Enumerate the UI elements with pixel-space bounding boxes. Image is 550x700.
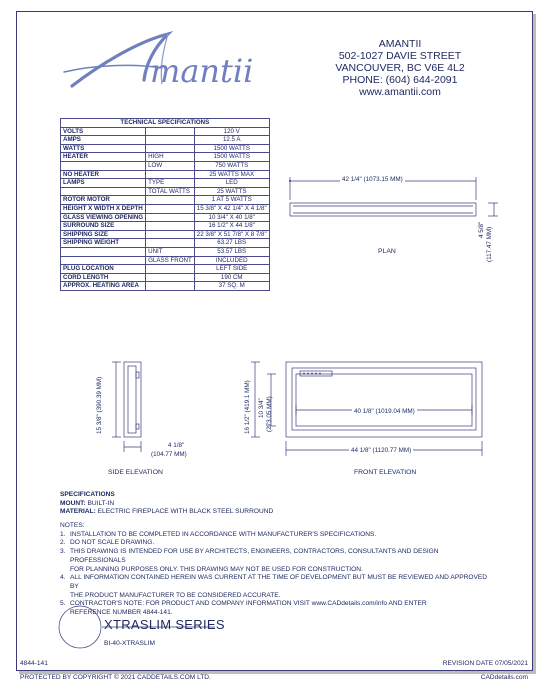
spec-value: 53.57 LBS	[194, 247, 269, 256]
spec-label: GLASS VIEWING OPENING	[61, 213, 146, 222]
revision-date: REVISION DATE 07/05/2021	[442, 660, 528, 667]
note-item	[60, 548, 490, 565]
spec-value: 15 3/8" X 42 1/4" X 4 1/8"	[194, 204, 269, 213]
front-elevation-caption: FRONT ELEVATION	[354, 469, 417, 476]
material-label: MATERIAL:	[60, 508, 96, 516]
note-item	[60, 592, 490, 601]
spec-sublabel: UNIT	[146, 247, 195, 256]
note-item	[60, 600, 490, 609]
copyright-notice: PROTECTED BY COPYRIGHT © 2021 CADDETAILS.COM LTD.	[20, 674, 211, 681]
spec-value: 16 1/2" X 44 1/8"	[194, 222, 269, 231]
spec-value: 120 V	[194, 127, 269, 136]
note-number	[60, 609, 70, 618]
caddetails-link[interactable]: CADdetails.com	[480, 674, 528, 681]
spec-value: 1 AT 5 WATTS	[194, 196, 269, 205]
logo-text: mantii	[150, 52, 254, 90]
spec-label: HEIGHT X WIDTH X DEPTH	[61, 204, 146, 213]
note-item	[60, 574, 490, 591]
note-number	[60, 592, 70, 601]
note-number: 3.	[60, 548, 66, 556]
spec-label: ROTOR MOTOR	[61, 196, 146, 205]
side-height-dimension: 15 3/8" (390.39 MM)	[96, 376, 103, 434]
company-address-line2: VANCOUVER, BC V6E 4L2	[335, 62, 465, 74]
spec-table-title: TECHNICAL SPECIFICATIONS	[61, 119, 270, 128]
spec-label: SHIPPING WEIGHT	[61, 239, 146, 248]
plan-caption: PLAN	[378, 248, 396, 255]
plan-depth-mm: (117.47 MM)	[486, 226, 493, 262]
front-overall-height-dimension: 16 1/2" (419.1 MM)	[244, 380, 251, 434]
spec-value: INCLUDED	[194, 256, 269, 265]
spec-label: LAMPS	[61, 179, 146, 188]
spec-label: HEATER	[61, 153, 146, 162]
notes-block	[60, 522, 490, 618]
note-text: THE PRODUCT MANUFACTURER TO BE CONSIDERED ACCURATE.	[70, 591, 281, 599]
spec-label: SHIPPING SIZE	[61, 230, 146, 239]
spec-value: 25 WATTS MAX	[194, 170, 269, 179]
spec-value: 1500 WATTS	[194, 144, 269, 153]
spec-label: VOLTS	[61, 127, 146, 136]
spec-value: 1500 WATTS	[194, 153, 269, 162]
mount-value: BUILT-IN	[87, 499, 115, 507]
spec-sublabel: TYPE	[146, 179, 195, 188]
front-glass-height-mm: (273.05 MM)	[266, 396, 273, 432]
spec-value: 750 WATTS	[194, 161, 269, 170]
notes-title: NOTES:	[60, 522, 85, 529]
spec-sublabel: GLASS FRONT	[146, 256, 195, 265]
note-item	[60, 539, 490, 548]
spec-label: NO HEATER	[61, 170, 146, 179]
material-value: ELECTRIC FIREPLACE WITH BLACK STEEL SURROUND	[97, 508, 274, 516]
spec-sublabel: LOW	[146, 161, 195, 170]
company-address-line1: 502-1027 DAVIE STREET	[338, 50, 462, 62]
front-glass-height-dimension: 10 3/4"	[258, 398, 265, 418]
note-text: REFERENCE NUMBER 4844-141.	[70, 609, 173, 617]
note-number: 5.	[60, 600, 66, 608]
note-text: DO NOT SCALE DRAWING.	[70, 539, 155, 547]
specifications-title: SPECIFICATIONS	[60, 491, 115, 498]
front-glass-width-dimension: 40 1/8" (1019.04 MM)	[354, 408, 415, 415]
spec-value: 190 CM	[194, 273, 269, 282]
spec-label: APPROX. HEATING AREA	[61, 282, 146, 291]
plan-depth-dimension: 4 5/8"	[478, 221, 485, 238]
note-number: 2.	[60, 539, 66, 547]
spec-label: WATTS	[61, 144, 146, 153]
note-text: INSTALLATION TO BE COMPLETED IN ACCORDANCE WITH MANUFACTURER'S SPECIFICATIONS.	[70, 530, 377, 538]
note-text: ALL INFORMATION CONTAINED HEREIN WAS CURRENT AT THE TIME OF DEVELOPMENT BUT MUST BE REVIEWED AND APPROVED BY	[70, 574, 488, 590]
spec-sublabel: TOTAL WATTS	[146, 187, 195, 196]
side-elevation-caption: SIDE ELEVATION	[108, 469, 163, 476]
side-depth-dimension: 4 1/8"	[168, 442, 185, 449]
note-text: FOR PLANNING PURPOSES ONLY. THIS DRAWING MAY NOT BE USED FOR CONSTRUCTION.	[70, 565, 363, 573]
spec-value: LED	[194, 179, 269, 188]
note-number	[60, 566, 70, 575]
side-elevation-view	[112, 362, 141, 452]
note-item	[60, 566, 490, 575]
note-text: CONTRACTOR'S NOTE: FOR PRODUCT AND COMPANY INFORMATION VISIT www.CADdetails.com/info AND ENTER	[70, 600, 427, 608]
spec-label: SURROUND SIZE	[61, 222, 146, 231]
front-overall-width-dimension: 44 1/8" (1120.77 MM)	[351, 447, 412, 454]
specifications-block	[60, 491, 273, 517]
spec-label: PLUG LOCATION	[61, 265, 146, 274]
spec-value: 25 WATTS	[194, 187, 269, 196]
note-number: 1.	[60, 530, 66, 538]
company-name: AMANTII	[378, 38, 422, 50]
company-phone: PHONE: (604) 644-2091	[342, 74, 458, 86]
spec-sublabel: HIGH	[146, 153, 195, 162]
mount-label: MOUNT:	[60, 499, 86, 507]
note-item	[60, 531, 490, 540]
model-number: BI-40-XTRASLIM	[104, 640, 155, 647]
spec-label: AMPS	[61, 136, 146, 145]
plan-width-dimension: 42 1/4" (1073.15 MM)	[342, 176, 403, 183]
spec-value: 22 3/8" X 51 7/8" X 8 7/8"	[194, 230, 269, 239]
side-depth-mm: (104.77 MM)	[151, 451, 187, 458]
reference-number: 4844-141	[20, 660, 48, 667]
note-text: THIS DRAWING IS INTENDED FOR USE BY ARCHITECTS, ENGINEERS, CONTRACTORS, CONSULTANTS AND DESIGN PROFESSIONALS	[70, 548, 439, 564]
spec-value: 10 3/4" X 40 1/8"	[194, 213, 269, 222]
spec-label: CORD LENGTH	[61, 273, 146, 282]
note-number: 4.	[60, 574, 66, 582]
spec-value: 63.27 LBS	[194, 239, 269, 248]
spec-value: 37 SQ. M	[194, 282, 269, 291]
company-website[interactable]: www.amantii.com	[359, 86, 441, 98]
spec-value: 12.5 A	[194, 136, 269, 145]
series-title: XTRASLIM SERIES	[104, 617, 225, 632]
spec-value: LEFT SIDE	[194, 265, 269, 274]
